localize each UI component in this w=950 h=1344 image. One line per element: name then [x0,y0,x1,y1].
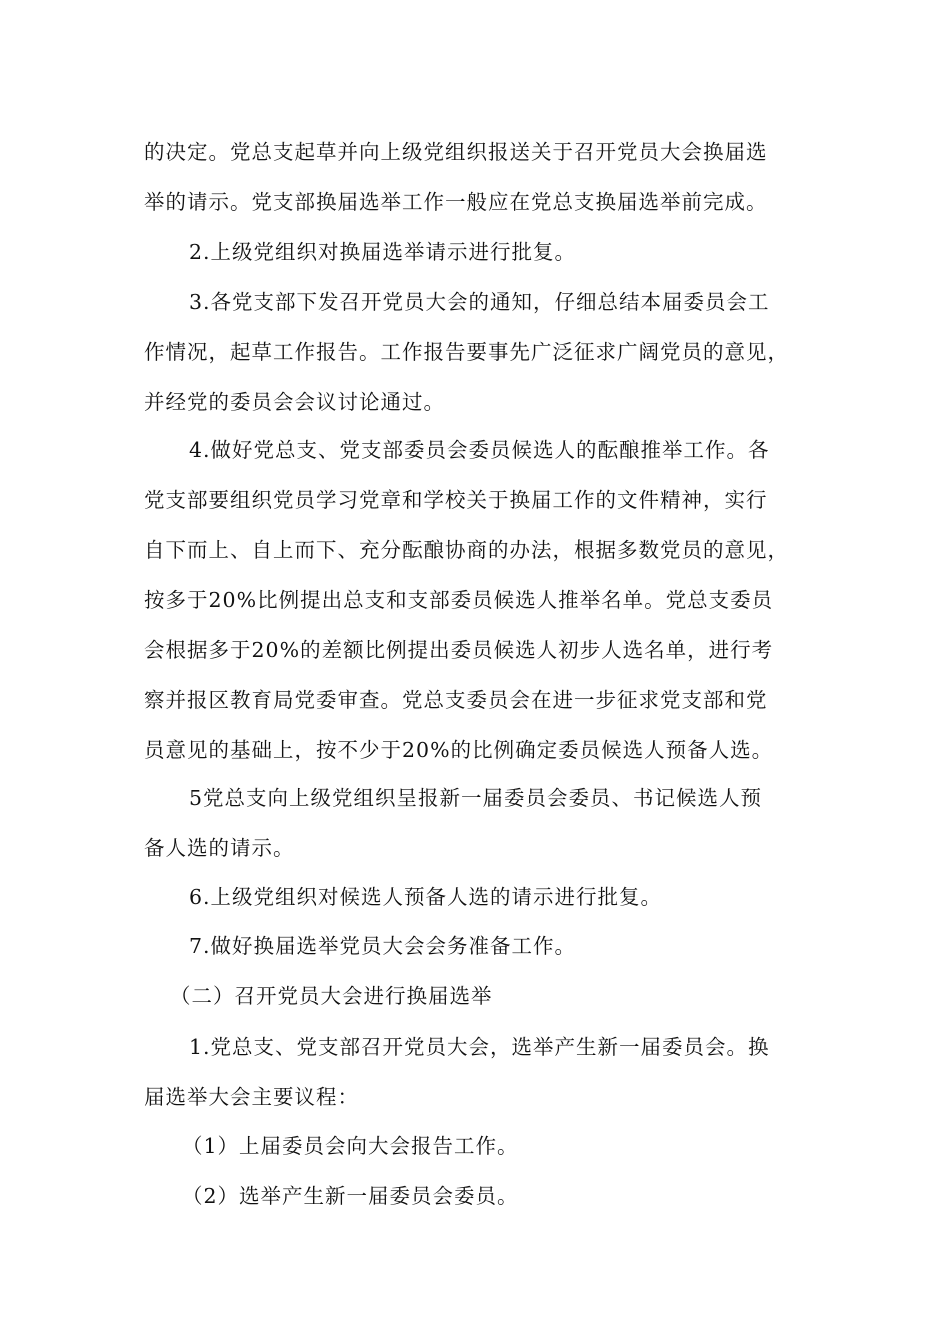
text-line: 7.做好换届选举党员大会会务准备工作。 [189,934,577,958]
agenda-item-1 [182,1121,844,1171]
paragraph-item-3-cont [144,327,806,427]
paragraph-agenda-intro [189,1022,851,1072]
paragraph-item-5-cont [144,823,806,873]
text-line: 3.各党支部下发召开党员大会的通知，仔细总结本届委员会工 [189,290,770,314]
paragraph-item-4 [189,425,851,475]
text-line: （1）上届委员会向大会报告工作。 [182,1134,519,1158]
text-line: 举的请示。党支部换届选举工作一般应在党总支换届选举前完成。 [144,190,768,214]
paragraph-agenda-intro-cont [144,1072,806,1122]
text-line: 6.上级党组织对候选人预备人选的请示进行批复。 [189,885,663,909]
agenda-item-2 [182,1171,844,1221]
text-line: 2.上级党组织对换届选举请示进行批复。 [189,240,577,264]
text-line: 会根据多于20%的差额比例提出委员候选人初步人选名单，进行考 [144,638,774,662]
paragraph-item-3 [189,277,851,327]
text-line: 4.做好党总支、党支部委员会委员候选人的酝酿推举工作。各 [189,438,770,462]
paragraph-item-5 [189,773,851,823]
text-line: （二）召开党员大会进行换届选举 [170,984,493,1008]
text-line: 党支部要组织党员学习党章和学校关于换届工作的文件精神，实行 [144,488,768,512]
paragraph-item-6 [189,872,851,922]
text-line: 届选举大会主要议程： [144,1085,359,1109]
text-line: 并经党的委员会会议讨论通过。 [144,390,445,414]
text-line: 作情况，起草工作报告。工作报告要事先广泛征求广阔党员的意见， [144,340,789,364]
text-line: 备人选的请示。 [144,836,295,860]
text-line: 5党总支向上级党组织呈报新一届委员会委员、书记候选人预 [189,786,763,810]
paragraph-item-7 [189,921,851,971]
paragraph-continuation [144,127,806,227]
text-line: 员意见的基础上，按不少于20%的比例确定委员候选人预备人选。 [144,738,774,762]
text-line: （2）选举产生新一届委员会委员。 [182,1184,519,1208]
text-line: 自下而上、自上而下、充分酝酿协商的办法，根据多数党员的意见， [144,538,789,562]
paragraph-item-2 [189,227,851,277]
text-line: 按多于20%比例提出总支和支部委员候选人推举名单。党总支委员 [144,588,774,612]
section-heading [170,971,832,1021]
text-line: 察并报区教育局党委审查。党总支委员会在进一步征求党支部和党 [144,688,768,712]
text-line: 的决定。党总支起草并向上级党组织报送关于召开党员大会换届选 [144,140,768,164]
paragraph-item-4-cont [144,475,806,775]
text-line: 1.党总支、党支部召开党员大会，选举产生新一届委员会。换 [189,1035,770,1059]
